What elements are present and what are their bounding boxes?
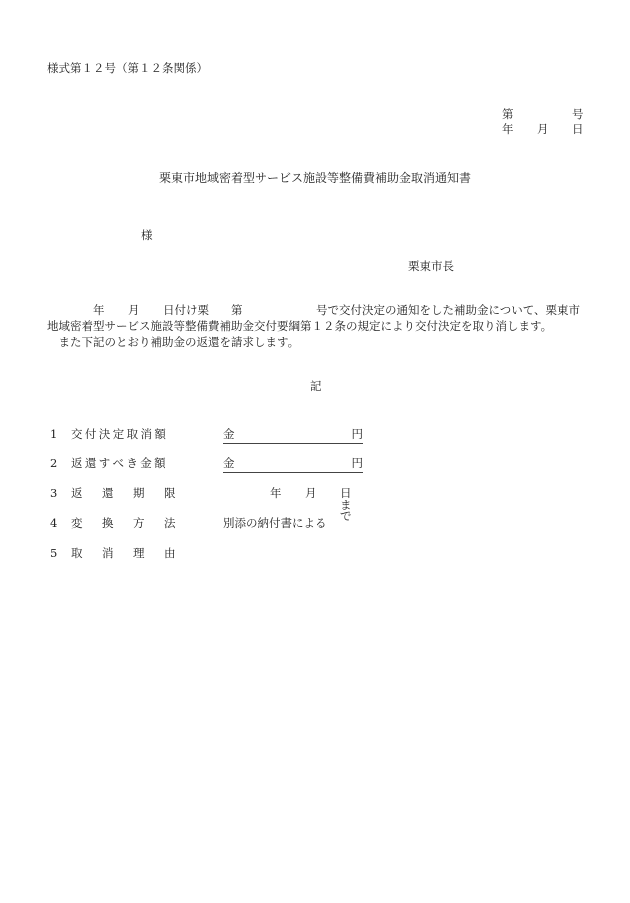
item-payment-method	[47, 518, 387, 534]
item-refund-amount	[47, 458, 377, 474]
sender-name: 栗東市長	[408, 259, 454, 273]
amount-prefix: 金	[223, 456, 235, 470]
item-label-char: 限	[164, 486, 176, 500]
item-label: 返還すべき金額	[71, 456, 169, 470]
body-ref-year: 年	[93, 303, 105, 317]
reference-number-prefix: 第	[502, 107, 514, 121]
amount-suffix: 円	[351, 427, 363, 441]
item-label-char: 換	[102, 516, 114, 530]
item-label-char: 変	[71, 516, 83, 530]
item-label-char: 還	[102, 486, 114, 500]
item-label-char: 由	[164, 546, 176, 560]
amount-prefix: 金	[223, 427, 235, 441]
cancel-amount-field[interactable]	[223, 429, 363, 444]
deadline-month: 月	[305, 486, 317, 500]
reference-number-suffix: 号	[572, 107, 584, 121]
document-title: 栗東市地域密着型サービス施設等整備費補助金取消通知書	[158, 171, 471, 185]
form-number-label: 様式第１２号（第１２条関係）	[47, 61, 208, 75]
item-cancel-amount	[47, 429, 377, 445]
reference-date-year: 年	[502, 122, 514, 136]
item-label-char: 期	[133, 486, 145, 500]
deadline-year: 年	[270, 486, 282, 500]
item-cancel-reason	[47, 548, 387, 564]
deadline-day: 日まで	[340, 486, 352, 523]
body-ref-month: 月	[128, 303, 140, 317]
item-number: 3	[50, 486, 58, 500]
item-label-char: 取	[71, 546, 83, 560]
body-line-2: 地域密着型サービス施設等整備費補助金交付要綱第１２条の規定により交付決定を取り消します。	[47, 319, 553, 333]
body-ref-day: 日付け栗	[163, 303, 209, 317]
item-label-char: 返	[71, 486, 83, 500]
reference-date-month: 月	[537, 122, 549, 136]
reference-date-day: 日	[572, 122, 584, 136]
amount-suffix: 円	[351, 456, 363, 470]
item-label-char: 理	[133, 546, 145, 560]
item-number: 1	[50, 427, 58, 441]
item-label-char: 消	[102, 546, 114, 560]
refund-amount-field[interactable]	[223, 458, 363, 473]
body-ref-rest: 号で交付決定の通知をした補助金について、栗東市	[316, 303, 581, 317]
body-ref-number-prefix: 第	[231, 303, 243, 317]
item-label: 交付決定取消額	[71, 427, 169, 441]
item-number: 2	[50, 456, 58, 470]
item-label-char: 方	[133, 516, 145, 530]
item-label-char: 法	[164, 516, 176, 530]
item-number: 4	[50, 516, 58, 530]
item-number: 5	[50, 546, 58, 560]
addressee-honorific: 様	[141, 228, 153, 242]
ki-heading: 記	[310, 379, 322, 393]
body-line-3: また下記のとおり補助金の返還を請求します。	[47, 335, 300, 349]
payment-method-value: 別添の納付書による	[223, 516, 327, 530]
